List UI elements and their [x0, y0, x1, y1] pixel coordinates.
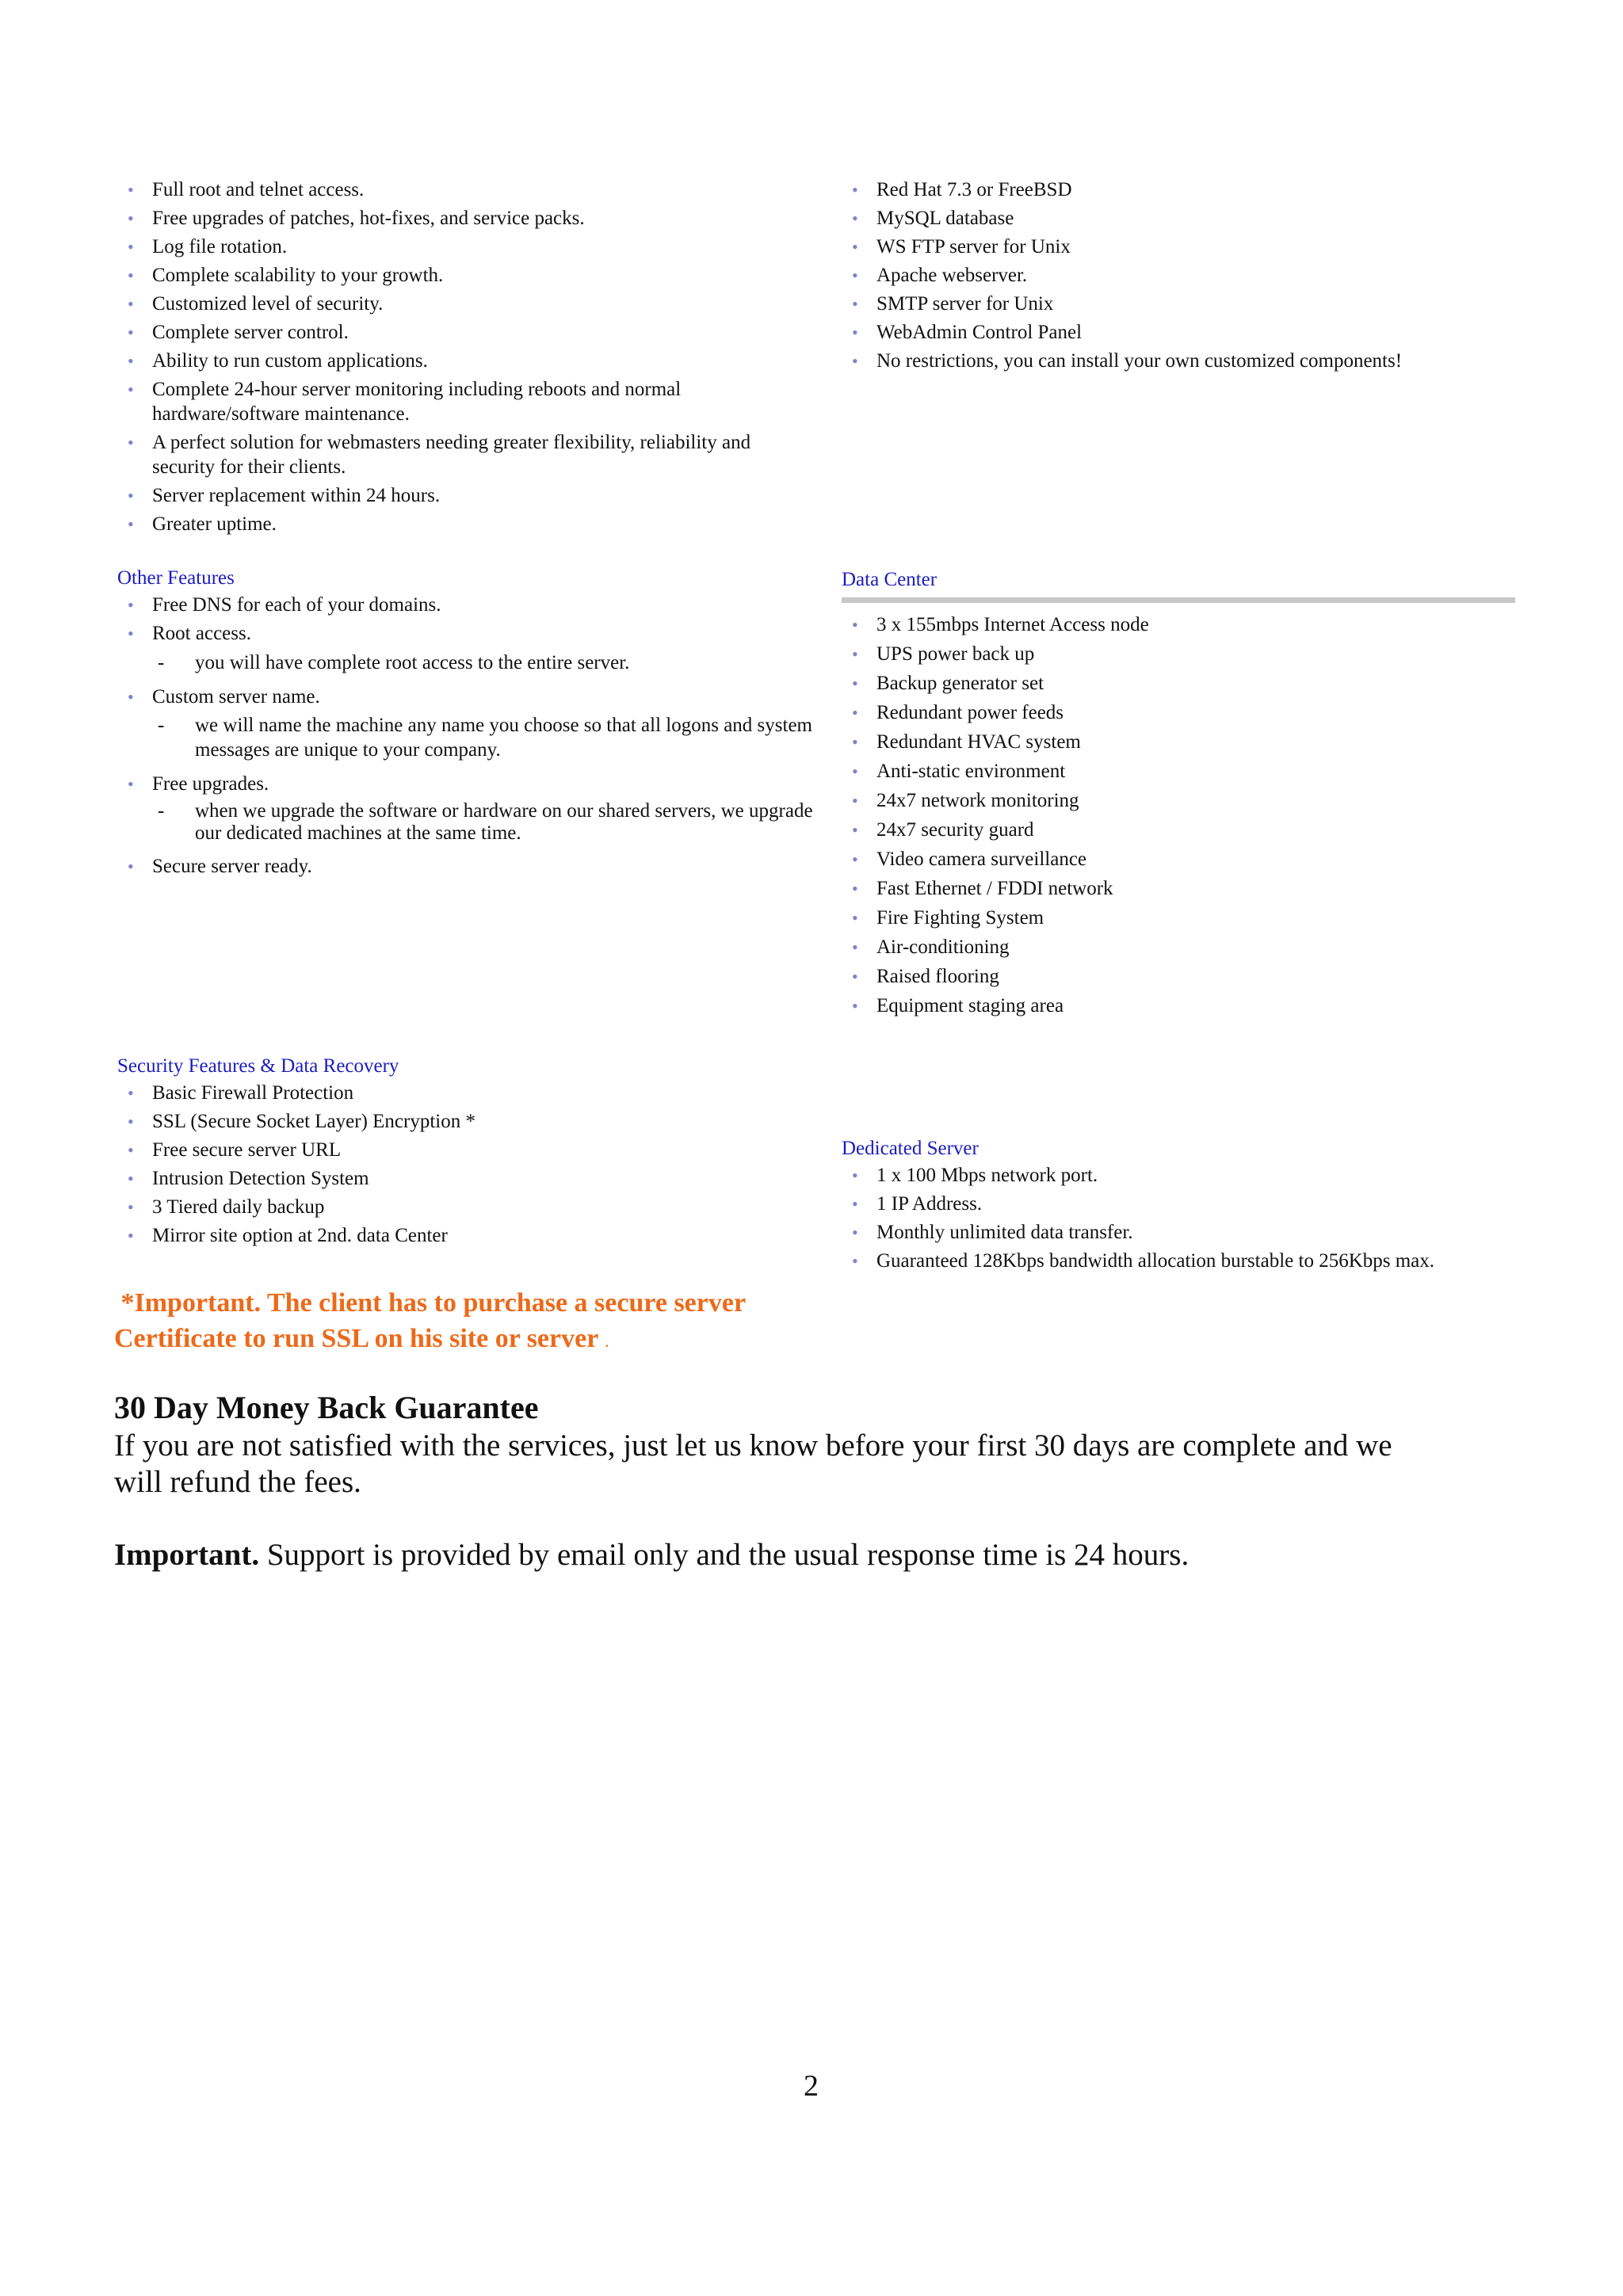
bullet-icon: •	[128, 1169, 134, 1188]
list-item: • Custom server name.	[128, 686, 320, 707]
guarantee-text: If you are not satisfied with the services, just let us know before your first 30 days are complete and we will refund the fees.	[114, 1428, 1392, 1499]
list-item: • Backup generator set	[852, 673, 1044, 694]
list-item: • Complete server control.	[128, 322, 349, 343]
bullet-icon: •	[128, 379, 134, 399]
list-item: • Raised flooring	[852, 966, 999, 987]
bullet-icon: •	[128, 624, 134, 643]
list-item: • Fire Fighting System	[852, 907, 1044, 929]
list-item: • Fast Ethernet / FDDI network	[852, 878, 1113, 899]
notice-line-2: Certificate to run SSL on his site or server .	[114, 1324, 609, 1353]
list-item: • 1 IP Address.	[852, 1193, 983, 1215]
list-item: • Anti-static environment	[852, 761, 1066, 782]
bullet-icon: •	[852, 937, 858, 957]
list-item: • Intrusion Detection System	[128, 1168, 369, 1189]
bullet-icon: •	[852, 351, 858, 371]
list-item: • Free upgrades.	[128, 773, 269, 795]
bullet-icon: •	[128, 595, 134, 615]
list-item: • Greater uptime.	[128, 513, 277, 535]
list-item: • Free secure server URL	[128, 1139, 342, 1161]
bullet-icon: •	[852, 732, 858, 752]
dash-marker: -	[158, 800, 165, 822]
section-divider	[842, 597, 1515, 603]
list-item: • Equipment staging area	[852, 995, 1064, 1016]
bullet-icon: •	[128, 774, 134, 794]
bullet-icon: •	[128, 1112, 134, 1131]
dedicated-server-section	[842, 1136, 1602, 1277]
section-title: Data Center	[842, 569, 938, 590]
bullet-icon: •	[128, 265, 134, 285]
section-title: Dedicated Server	[842, 1138, 979, 1159]
list-item: • 3 x 155mbps Internet Access node	[852, 614, 1149, 635]
list-item: • Basic Firewall Protection	[128, 1082, 354, 1104]
bullet-icon: •	[128, 856, 134, 876]
bullet-icon: •	[128, 514, 134, 534]
bullet-icon: •	[128, 1226, 134, 1245]
support-notice	[114, 1537, 1541, 1573]
bullet-icon: •	[852, 879, 858, 898]
list-item: • Red Hat 7.3 or FreeBSD	[852, 179, 1072, 200]
list-item: • Air-conditioning	[852, 936, 1010, 958]
security-section	[117, 1054, 815, 1252]
bullet-icon: •	[852, 820, 858, 840]
bullet-icon: •	[852, 908, 858, 928]
data-center-section	[842, 567, 1515, 1023]
list-item: • Mirror site option at 2nd. data Center	[128, 1225, 448, 1246]
bullet-icon: •	[852, 208, 858, 228]
list-item: • Log file rotation.	[128, 236, 288, 257]
list-item: • SMTP server for Unix	[852, 293, 1054, 315]
other-features-section	[117, 566, 815, 883]
list-item: • Redundant power feeds	[852, 702, 1064, 723]
bullet-icon: •	[852, 1251, 858, 1271]
bullet-icon: •	[852, 294, 858, 314]
list-item: • 3 Tiered daily backup	[128, 1196, 325, 1218]
bullet-icon: •	[128, 322, 134, 342]
bullet-icon: •	[852, 644, 858, 664]
list-item: • Secure server ready.	[128, 856, 312, 877]
list-item: • Customized level of security.	[128, 293, 384, 315]
sub-item: - when we upgrade the software or hardware on our shared servers, we upgrade our dedicated machines at the same time.	[158, 800, 813, 844]
list-item: • No restrictions, you can install your own customized components!	[852, 350, 1403, 372]
bullet-icon: •	[852, 761, 858, 781]
bullet-icon: •	[852, 237, 858, 257]
list-item: • WebAdmin Control Panel	[852, 322, 1083, 343]
list-item: • A perfect solution for webmasters needing greater flexibility, reliability and security for their clients.	[128, 432, 751, 478]
sub-item: - we will name the machine any name you choose so that all logons and system messages are unique to your company.	[158, 715, 812, 761]
bullet-icon: •	[128, 433, 134, 452]
list-item: • SSL (Secure Socket Layer) Encryption *	[128, 1111, 475, 1132]
features-list-left	[114, 177, 812, 540]
bullet-icon: •	[128, 1197, 134, 1217]
list-item: • Video camera surveillance	[852, 849, 1087, 870]
bullet-icon: •	[128, 294, 134, 314]
dash-marker: -	[158, 652, 165, 673]
list-item: • Full root and telnet access.	[128, 179, 365, 200]
section-title: Security Features & Data Recovery	[117, 1055, 399, 1077]
dash-marker: -	[158, 715, 165, 736]
bullet-icon: •	[852, 1165, 858, 1185]
list-item: • Root access.	[128, 623, 251, 644]
guarantee-heading: 30 Day Money Back Guarantee	[114, 1390, 539, 1425]
section-title: Other Features	[117, 567, 235, 589]
bullet-icon: •	[852, 967, 858, 986]
bullet-icon: •	[128, 180, 134, 200]
list-item: • Apache webserver.	[852, 265, 1028, 286]
bullet-icon: •	[852, 849, 858, 869]
list-item: • UPS power back up	[852, 643, 1035, 665]
sub-item: - you will have complete root access to the entire server.	[158, 652, 630, 673]
bullet-icon: •	[852, 673, 858, 693]
bullet-icon: •	[128, 208, 134, 228]
list-item: • 1 x 100 Mbps network port.	[852, 1165, 1098, 1186]
bullet-icon: •	[852, 265, 858, 285]
bullet-icon: •	[852, 180, 858, 200]
support-label: Important.	[114, 1538, 260, 1572]
bullet-icon: •	[128, 1140, 134, 1160]
bullet-icon: •	[128, 1083, 134, 1103]
list-item: • Monthly unlimited data transfer.	[852, 1222, 1133, 1243]
bullet-icon: •	[128, 486, 134, 505]
list-item: • Redundant HVAC system	[852, 731, 1081, 753]
bullet-icon: •	[852, 1194, 858, 1214]
list-item: • Complete scalability to your growth.	[128, 265, 444, 286]
bullet-icon: •	[852, 791, 858, 810]
list-item: • Ability to run custom applications.	[128, 350, 428, 372]
support-text: Support is provided by email only and the usual response time is 24 hours.	[259, 1538, 1190, 1572]
page-number: 2	[804, 2069, 819, 2103]
bullet-icon: •	[852, 615, 858, 635]
software-list-right	[838, 177, 1599, 377]
bullet-icon: •	[852, 703, 858, 723]
list-item: • WS FTP server for Unix	[852, 236, 1071, 257]
list-item: • Free upgrades of patches, hot-fixes, and service packs.	[128, 208, 585, 229]
list-item: • Guaranteed 128Kbps bandwidth allocation burstable to 256Kbps max.	[852, 1250, 1435, 1272]
list-item: • MySQL database	[852, 208, 1014, 229]
bullet-icon: •	[128, 687, 134, 707]
money-back-guarantee	[114, 1388, 1541, 1501]
list-item: • Complete 24-hour server monitoring including reboots and normal hardware/software maintenance.	[128, 379, 682, 425]
notice-trail: .	[605, 1331, 609, 1351]
notice-line-1: *Important. The client has to purchase a secure server	[114, 1288, 747, 1318]
bullet-icon: •	[852, 1222, 858, 1242]
list-item: • Free DNS for each of your domains.	[128, 594, 441, 616]
ssl-certificate-notice	[114, 1285, 827, 1359]
list-item: • 24x7 security guard	[852, 819, 1034, 841]
list-item: • 24x7 network monitoring	[852, 790, 1079, 811]
bullet-icon: •	[852, 996, 858, 1016]
list-item: • Server replacement within 24 hours.	[128, 485, 441, 506]
bullet-icon: •	[852, 322, 858, 342]
bullet-icon: •	[128, 237, 134, 257]
bullet-icon: •	[128, 351, 134, 371]
